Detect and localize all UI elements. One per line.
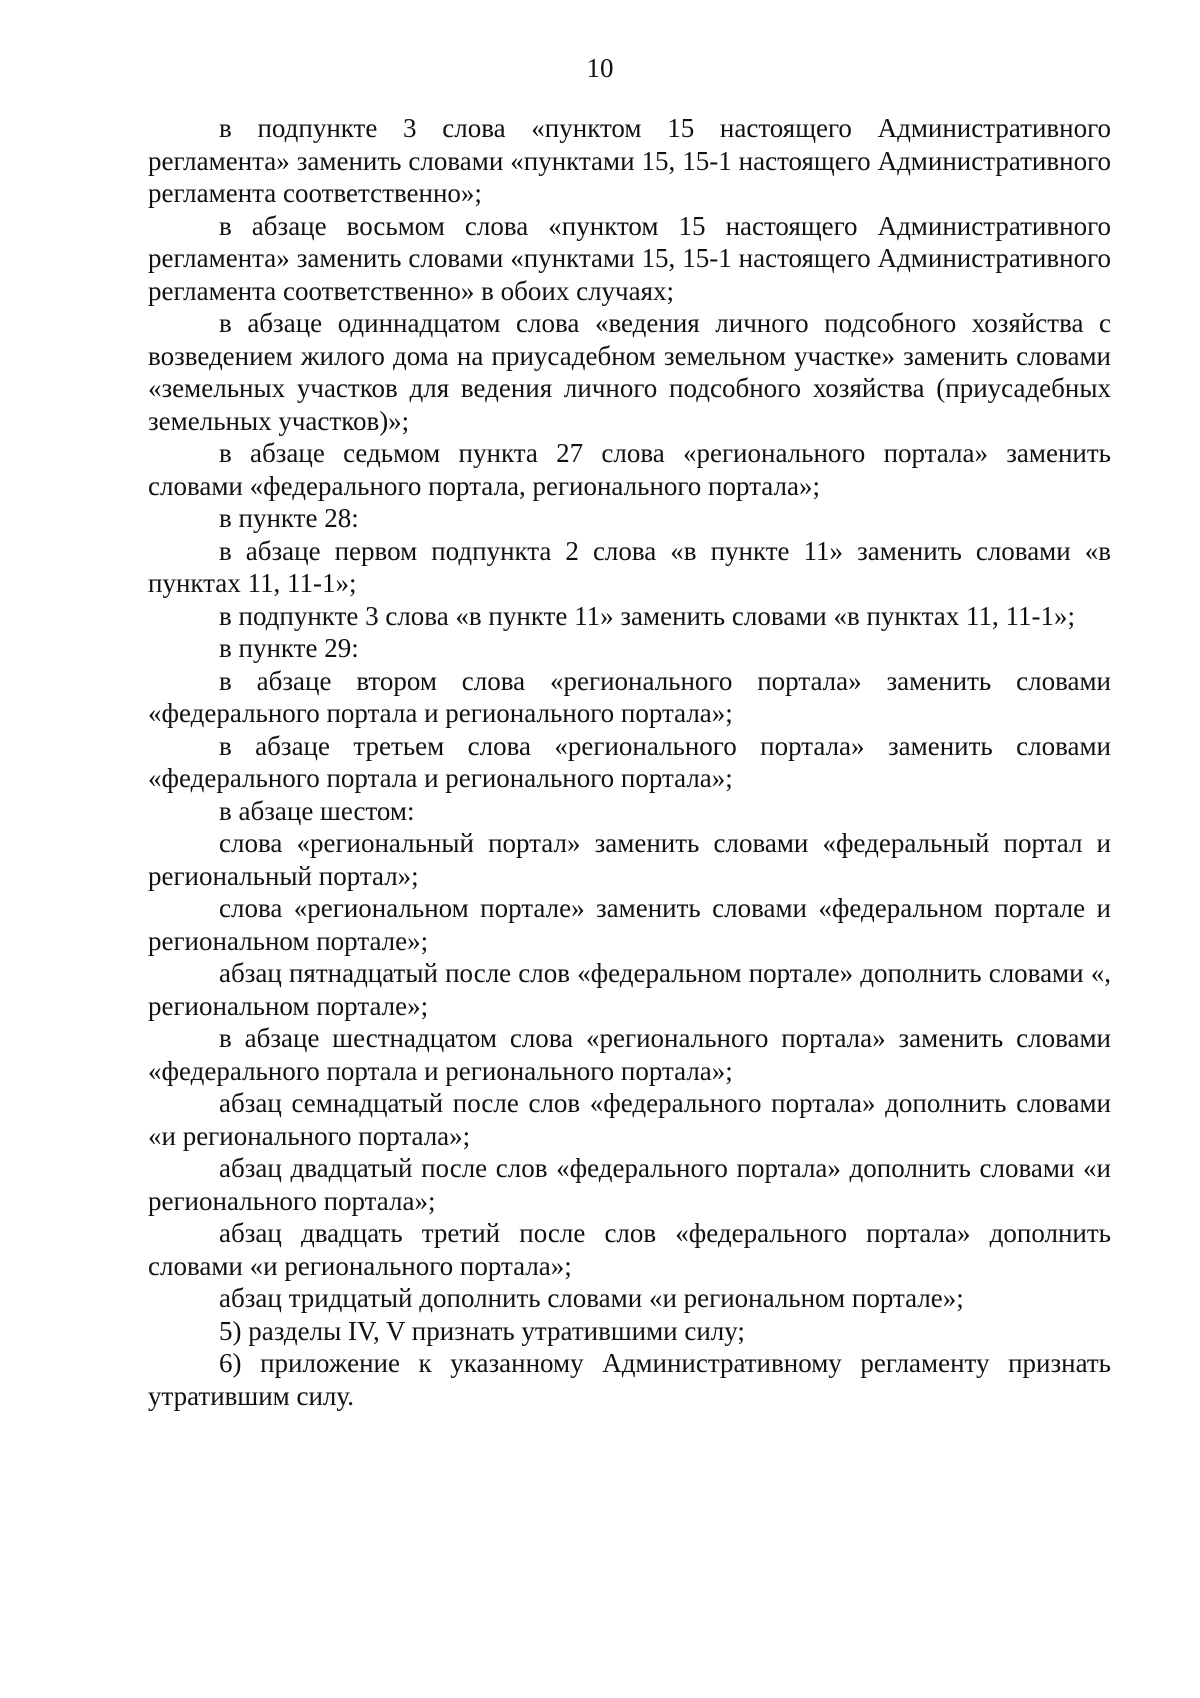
paragraph: в абзаце третьем слова «регионального портала» заменить словами «федерального портала и регионального портала»;	[148, 730, 1111, 793]
paragraph: в абзаце шестнадцатом слова «регионального портала» заменить словами «федерального портала и регионального портала»;	[148, 1023, 1111, 1086]
paragraph: абзац тридцатый дополнить словами «и региональном портале»;	[219, 1283, 964, 1313]
paragraph: слова «региональный портал» заменить словами «федеральный портал и региональный портал»;	[148, 828, 1111, 891]
paragraph: 5) разделы IV, V признать утратившими силу;	[219, 1315, 745, 1346]
paragraph: в абзаце одиннадцатом слова «ведения личного подсобного хозяйства с возведением жилого дома на приусадебном земельном участке» заменить словами «земельных участков для ведения личного подсобного хозяйства (приусадебных земельных участков)»;	[148, 308, 1111, 436]
paragraph: в подпункте 3 слова «в пункте 11» заменить словами «в пунктах 11, 11-1»;	[219, 600, 1075, 631]
document-body	[148, 112, 1111, 1412]
paragraph: в пункте 28:	[219, 503, 359, 533]
paragraph: в абзаце шестом:	[219, 795, 415, 826]
paragraph: абзац двадцатый после слов «федерального портала» дополнить словами «и регионального портала»;	[148, 1153, 1111, 1216]
paragraph: в подпункте 3 слова «пунктом 15 настоящего Административного регламента» заменить словами «пунктами 15, 15-1 настоящего Административного регламента соответственно»;	[148, 113, 1111, 208]
paragraph: в абзаце первом подпункта 2 слова «в пункте 11» заменить словами «в пунктах 11, 11-1»;	[148, 535, 1111, 598]
paragraph: абзац семнадцатый после слов «федерального портала» дополнить словами «и регионального портала»;	[148, 1088, 1111, 1151]
paragraph: в абзаце восьмом слова «пунктом 15 настоящего Административного регламента» заменить словами «пунктами 15, 15-1 настоящего Административного регламента соответственно» в обоих случаях;	[148, 210, 1111, 306]
paragraph: в пункте 29:	[219, 633, 359, 663]
paragraph: абзац пятнадцатый после слов «федеральном портале» дополнить словами «, региональном портале»;	[148, 958, 1111, 1021]
paragraph: в абзаце седьмом пункта 27 слова «регионального портала» заменить словами «федерального портала, регионального портала»;	[148, 438, 1111, 501]
page-number: 10	[586, 53, 614, 83]
paragraph: в абзаце втором слова «регионального портала» заменить словами «федерального портала и регионального портала»;	[148, 665, 1111, 728]
paragraph: 6) приложение к указанному Административному регламенту признать утратившим силу.	[148, 1348, 1111, 1411]
paragraph: слова «региональном портале» заменить словами «федеральном портале и региональном портале»;	[148, 893, 1111, 956]
paragraph: абзац двадцать третий после слов «федерального портала» дополнить словами «и регионального портала»;	[148, 1218, 1111, 1281]
